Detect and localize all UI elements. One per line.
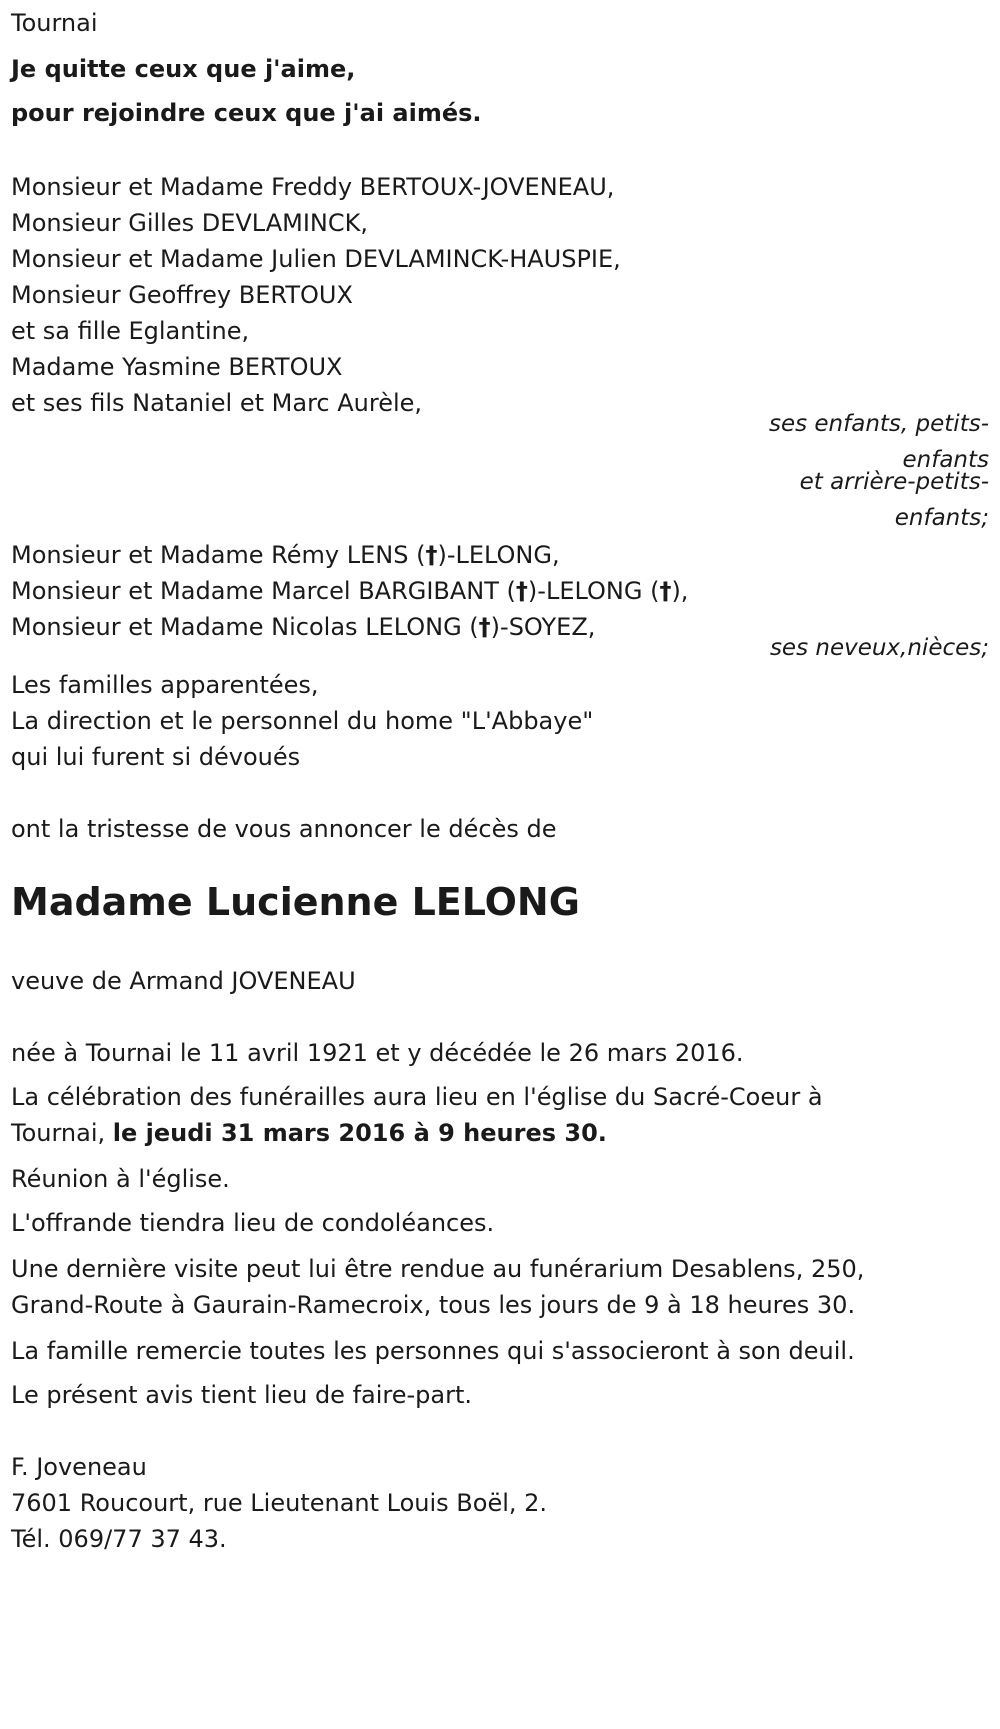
relation-nephews: ses neveux,nièces; <box>769 635 989 661</box>
widow-of: veuve de Armand JOVENEAU <box>11 967 356 995</box>
family-line: Monsieur et Madame Freddy BERTOUX-JOVENEAU, <box>11 173 615 201</box>
nephew-text: )-LELONG, <box>437 541 560 569</box>
nephew-line <box>11 612 595 642</box>
family-line: Monsieur Geoffrey BERTOUX <box>11 281 353 309</box>
notice-text: Le présent avis tient lieu de faire-part. <box>11 1381 473 1409</box>
others-line: La direction et le personnel du home "L'Abbaye" <box>11 707 594 735</box>
city-name: Tournai <box>11 9 98 37</box>
ceremony-line-1: La célébration des funérailles aura lieu en l'église du Sacré-Coeur à <box>11 1083 823 1111</box>
nephew-text: )-LELONG ( <box>527 577 660 605</box>
nephew-text: Monsieur et Madame Rémy LENS ( <box>11 541 426 569</box>
others-line: qui lui furent si dévoués <box>11 743 301 771</box>
family-line: et sa fille Eglantine, <box>11 317 250 345</box>
meeting-text: Réunion à l'église. <box>11 1165 230 1193</box>
ceremony-date: le jeudi 31 mars 2016 à 9 heures 30. <box>112 1119 607 1147</box>
visit-line-1: Une dernière visite peut lui être rendue au funérarium Desablens, 250, <box>11 1255 865 1283</box>
ceremony-line-2 <box>11 1118 607 1148</box>
family-line: Monsieur et Madame Julien DEVLAMINCK-HAUSPIE, <box>11 245 621 273</box>
contact-name: F. Joveneau <box>11 1453 147 1481</box>
cross-icon: † <box>478 613 491 641</box>
cross-icon: † <box>425 541 438 569</box>
ceremony-place: Tournai, <box>11 1119 113 1147</box>
offering-text: L'offrande tiendra lieu de condoléances. <box>11 1209 495 1237</box>
nephew-line <box>11 576 688 606</box>
obituary-notice <box>11 0 989 1729</box>
family-line: Monsieur Gilles DEVLAMINCK, <box>11 209 369 237</box>
quote-line-2: pour rejoindre ceux que j'ai aimés. <box>11 99 482 127</box>
nephew-text: ), <box>671 577 689 605</box>
cross-icon: † <box>659 577 672 605</box>
birth-death-text: née à Tournai le 11 avril 1921 et y décédée le 26 mars 2016. <box>11 1039 744 1067</box>
relation-children-3: et arrière-petits- <box>799 469 989 495</box>
nephew-text: )-SOYEZ, <box>490 613 596 641</box>
visit-line-2: Grand-Route à Gaurain-Ramecroix, tous les jours de 9 à 18 heures 30. <box>11 1291 856 1319</box>
nephew-line <box>11 540 560 570</box>
relation-children-1: ses enfants, petits- <box>768 411 989 437</box>
thanks-text: La famille remercie toutes les personnes qui s'associeront à son deuil. <box>11 1337 855 1365</box>
nephew-text: Monsieur et Madame Marcel BARGIBANT ( <box>11 577 516 605</box>
contact-phone: Tél. 069/77 37 43. <box>11 1525 227 1553</box>
nephew-text: Monsieur et Madame Nicolas LELONG ( <box>11 613 479 641</box>
relation-children-4: enfants; <box>894 505 989 531</box>
cross-icon: † <box>515 577 528 605</box>
relation-children-2: enfants <box>902 447 989 473</box>
quote-line-1: Je quitte ceux que j'aime, <box>11 55 356 83</box>
others-line: Les familles apparentées, <box>11 671 319 699</box>
announcement-text: ont la tristesse de vous annoncer le décès de <box>11 815 557 843</box>
family-line: Madame Yasmine BERTOUX <box>11 353 343 381</box>
contact-address: 7601 Roucourt, rue Lieutenant Louis Boël, 2. <box>11 1489 548 1517</box>
family-line: et ses fils Nataniel et Marc Aurèle, <box>11 389 423 417</box>
deceased-name: Madame Lucienne LELONG <box>11 880 580 924</box>
